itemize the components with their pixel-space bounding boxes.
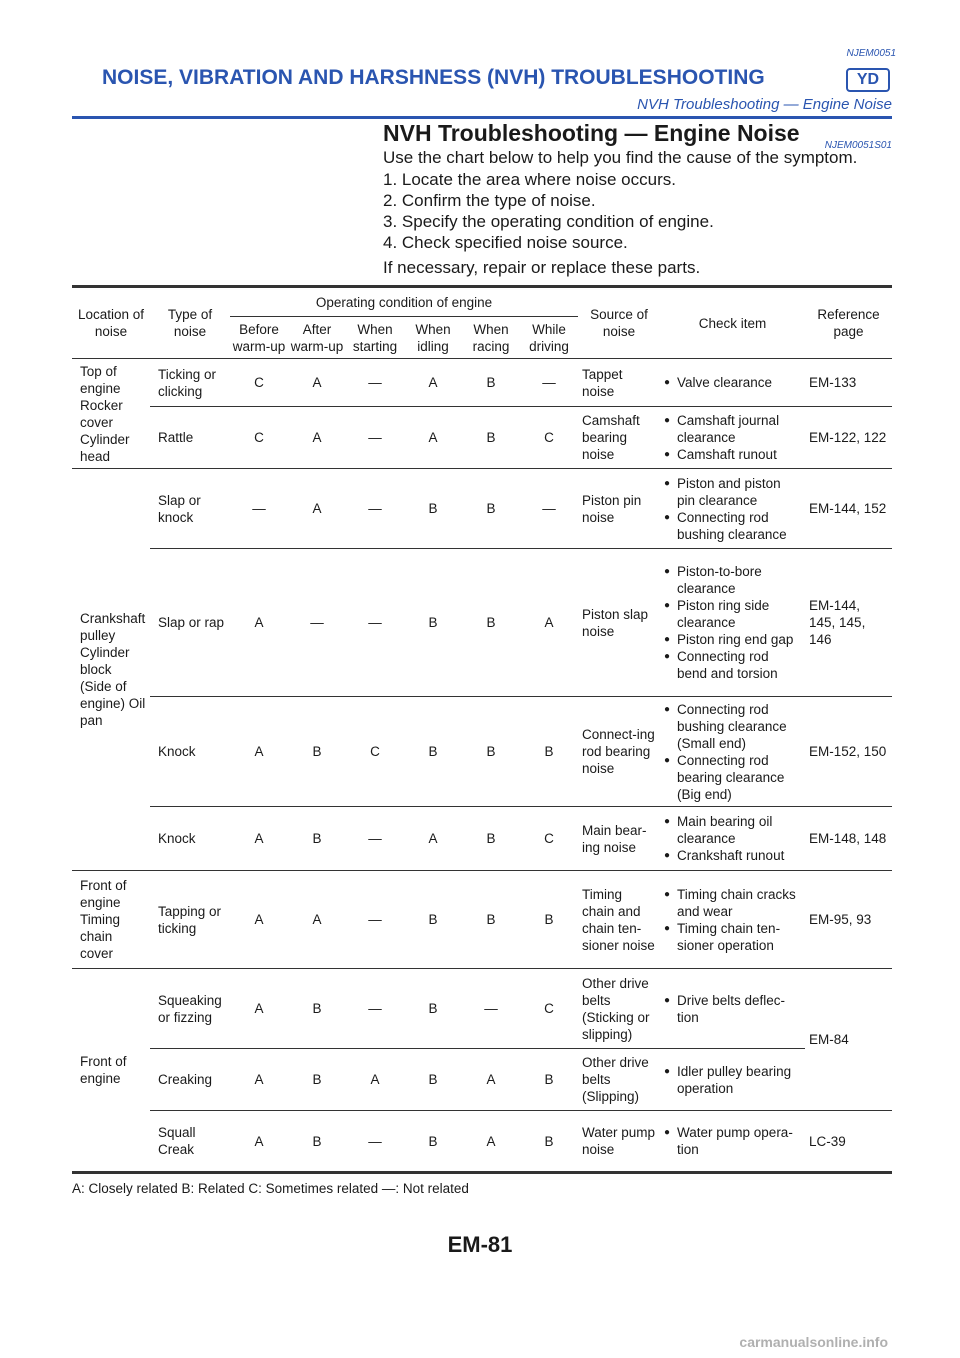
check-item: ● Drive belts deflec-tion bbox=[664, 992, 801, 1026]
condition-cell: B bbox=[404, 969, 462, 1049]
condition-cell: A bbox=[288, 407, 346, 469]
condition-cell: A bbox=[288, 469, 346, 549]
condition-cell: B bbox=[462, 549, 520, 697]
check-list bbox=[664, 563, 801, 682]
reference-cell: LC-39 bbox=[809, 1133, 846, 1149]
condition-cell: B bbox=[462, 359, 520, 407]
header-title: NOISE, VIBRATION AND HARSHNESS (NVH) TROUBLESHOOTING bbox=[102, 66, 765, 89]
header-rule bbox=[72, 116, 892, 119]
condition-cell: B bbox=[520, 871, 578, 969]
header-while-driving: While driving bbox=[520, 317, 578, 359]
condition-cell: A bbox=[288, 871, 346, 969]
type-cell: Rattle bbox=[150, 407, 230, 469]
condition-cell: B bbox=[312, 1133, 322, 1149]
condition-cell: B bbox=[404, 549, 462, 697]
check-cell bbox=[660, 697, 805, 807]
check-list bbox=[664, 475, 801, 543]
condition-cell: A bbox=[486, 1133, 496, 1149]
source-cell: Other drive belts (Slipping) bbox=[578, 1049, 660, 1111]
condition-cell: A bbox=[230, 969, 288, 1049]
reference-cell: EM-95, 93 bbox=[805, 871, 892, 969]
condition-cell: C bbox=[520, 407, 578, 469]
nvh-troubleshooting-table bbox=[72, 285, 892, 1174]
type-cell: Squall Creak bbox=[158, 1125, 196, 1157]
check-cell bbox=[660, 871, 805, 969]
condition-cell: B bbox=[462, 807, 520, 871]
location-cell: Crankshaft pulley Cylinder block (Side of engine) Oil pan bbox=[72, 469, 150, 871]
condition-cell: B bbox=[404, 697, 462, 807]
check-item: ● Piston-to-bore clearance bbox=[664, 563, 801, 597]
condition-cell: — bbox=[346, 871, 404, 969]
page-number: EM-81 bbox=[447, 1232, 513, 1257]
reference-cell: EM-144, 152 bbox=[805, 469, 892, 549]
table-row bbox=[72, 697, 892, 807]
condition-cell: C bbox=[520, 807, 578, 871]
check-item: ● Connecting rod bearing clearance (Big end) bbox=[664, 752, 801, 803]
condition-cell: A bbox=[230, 1049, 288, 1111]
condition-cell: B bbox=[544, 1133, 554, 1149]
table-row bbox=[72, 969, 892, 1049]
check-item: ● Piston and piston pin clearance bbox=[664, 475, 801, 509]
condition-cell: A bbox=[404, 807, 462, 871]
condition-cell: A bbox=[288, 359, 346, 407]
reference-cell: EM-144, 145, 145, 146 bbox=[805, 549, 892, 697]
source-cell: Connect-ing rod bearing noise bbox=[578, 697, 660, 807]
check-list bbox=[664, 1124, 801, 1158]
check-list bbox=[664, 412, 801, 463]
condition-cell: B bbox=[462, 871, 520, 969]
condition-cell: B bbox=[520, 697, 578, 807]
table-row bbox=[72, 407, 892, 469]
source-cell: Water pump noise bbox=[582, 1125, 656, 1157]
header-location: Location of noise bbox=[72, 287, 150, 359]
reference-cell: EM-148, 148 bbox=[805, 807, 892, 871]
check-cell bbox=[660, 549, 805, 697]
check-list bbox=[664, 374, 801, 391]
reference-cell: EM-152, 150 bbox=[805, 697, 892, 807]
section-title: NVH Troubleshooting — Engine Noise bbox=[383, 120, 800, 146]
engine-badge: YD bbox=[846, 68, 890, 92]
step-1: 1. Locate the area where noise occurs. bbox=[383, 170, 676, 189]
check-item: ● Piston ring end gap bbox=[664, 631, 801, 648]
condition-cell: C bbox=[346, 697, 404, 807]
condition-cell: — bbox=[520, 359, 578, 407]
condition-cell: B bbox=[462, 407, 520, 469]
header-when-starting: When starting bbox=[346, 317, 404, 359]
condition-cell: — bbox=[230, 469, 288, 549]
check-list bbox=[664, 813, 801, 864]
location-cell: Top of engine Rocker cover Cylinder head bbox=[72, 359, 150, 469]
condition-cell: C bbox=[230, 407, 288, 469]
check-cell bbox=[660, 807, 805, 871]
check-item: ● Timing chain ten-sioner operation bbox=[664, 920, 801, 954]
check-item: ● Piston ring side clearance bbox=[664, 597, 801, 631]
condition-cell: A bbox=[230, 871, 288, 969]
type-cell: Ticking or clicking bbox=[150, 359, 230, 407]
condition-cell: A bbox=[520, 549, 578, 697]
reference-cell: EM-133 bbox=[805, 359, 892, 407]
table-row bbox=[72, 807, 892, 871]
condition-cell: B bbox=[288, 969, 346, 1049]
location-cell: Front of engine bbox=[72, 969, 150, 1173]
table-row bbox=[72, 871, 892, 969]
check-cell bbox=[660, 1049, 805, 1111]
condition-cell: — bbox=[346, 969, 404, 1049]
header-after-warm-up: After warm-up bbox=[288, 317, 346, 359]
condition-cell: — bbox=[346, 807, 404, 871]
check-item: ● Main bearing oil clearance bbox=[664, 813, 801, 847]
condition-cell: — bbox=[288, 549, 346, 697]
source-cell: Piston pin noise bbox=[578, 469, 660, 549]
header-type: Type of noise bbox=[150, 287, 230, 359]
legend: A: Closely related B: Related C: Sometimes related —: Not related bbox=[72, 1181, 469, 1196]
source-cell: Timing chain and chain ten-sioner noise bbox=[578, 871, 660, 969]
check-cell bbox=[660, 1111, 805, 1173]
condition-cell: — bbox=[520, 469, 578, 549]
header-reference: Reference page bbox=[805, 287, 892, 359]
header-operating-condition: Operating condition of engine bbox=[230, 287, 578, 317]
section-ref-code: NJEM0051S01 bbox=[824, 140, 892, 151]
condition-cell: C bbox=[520, 969, 578, 1049]
condition-cell: A bbox=[230, 807, 288, 871]
header-subtitle: NVH Troubleshooting — Engine Noise bbox=[637, 96, 892, 113]
header-source: Source of noise bbox=[578, 287, 660, 359]
condition-cell: — bbox=[346, 549, 404, 697]
type-cell: Slap or knock bbox=[150, 469, 230, 549]
table-row bbox=[72, 549, 892, 697]
check-item: ● Camshaft runout bbox=[664, 446, 801, 463]
source-cell: Piston slap noise bbox=[578, 549, 660, 697]
condition-cell: B bbox=[404, 1049, 462, 1111]
check-item: ● Water pump opera-tion bbox=[664, 1124, 801, 1158]
condition-cell: B bbox=[404, 871, 462, 969]
step-2: 2. Confirm the type of noise. bbox=[383, 191, 596, 210]
table-row bbox=[72, 359, 892, 407]
condition-cell: B bbox=[520, 1049, 578, 1111]
type-cell: Squeaking or fizzing bbox=[150, 969, 230, 1049]
check-list bbox=[664, 992, 801, 1026]
check-item: ● Connecting rod bend and torsion bbox=[664, 648, 801, 682]
check-cell bbox=[660, 407, 805, 469]
condition-cell: A bbox=[346, 1049, 404, 1111]
condition-cell: A bbox=[404, 359, 462, 407]
condition-cell: B bbox=[462, 697, 520, 807]
table-row bbox=[72, 1111, 892, 1173]
type-cell: Knock bbox=[150, 807, 230, 871]
type-cell: Slap or rap bbox=[150, 549, 230, 697]
condition-cell: — bbox=[346, 407, 404, 469]
condition-cell: C bbox=[230, 359, 288, 407]
location-cell: Front of engine Timing chain cover bbox=[72, 871, 150, 969]
check-list bbox=[664, 701, 801, 803]
check-list bbox=[664, 886, 801, 954]
header-check-item: Check item bbox=[660, 287, 805, 359]
check-item: ● Valve clearance bbox=[664, 374, 801, 391]
source-cell: Main bear-ing noise bbox=[578, 807, 660, 871]
intro-sentence: Use the chart below to help you find the cause of the symptom. bbox=[383, 148, 858, 167]
condition-cell: — bbox=[346, 469, 404, 549]
step-4: 4. Check specified noise source. bbox=[383, 233, 628, 252]
condition-cell: A bbox=[254, 1133, 264, 1149]
check-item: ● Crankshaft runout bbox=[664, 847, 801, 864]
check-cell bbox=[660, 969, 805, 1049]
check-cell bbox=[660, 469, 805, 549]
repair-note: If necessary, repair or replace these parts. bbox=[383, 258, 701, 277]
intro-text bbox=[383, 147, 857, 279]
check-list bbox=[664, 1063, 801, 1097]
condition-cell: — bbox=[368, 1133, 382, 1149]
watermark: carmanualsonline.info bbox=[739, 1334, 888, 1350]
condition-cell: B bbox=[288, 1049, 346, 1111]
type-cell: Knock bbox=[150, 697, 230, 807]
check-item: ● Connecting rod bushing clearance (Small end) bbox=[664, 701, 801, 752]
step-3: 3. Specify the operating condition of engine. bbox=[383, 212, 714, 231]
condition-cell: B bbox=[288, 697, 346, 807]
check-item: ● Timing chain cracks and wear bbox=[664, 886, 801, 920]
check-item: ● Connecting rod bushing clearance bbox=[664, 509, 801, 543]
condition-cell: B bbox=[462, 469, 520, 549]
source-cell: Other drive belts (Sticking or slipping) bbox=[578, 969, 660, 1049]
type-cell: Tapping or ticking bbox=[150, 871, 230, 969]
condition-cell: B bbox=[288, 807, 346, 871]
condition-cell: B bbox=[404, 469, 462, 549]
header-when-idling: When idling bbox=[404, 317, 462, 359]
condition-cell: A bbox=[230, 549, 288, 697]
table-row bbox=[72, 1049, 892, 1111]
condition-cell: — bbox=[346, 359, 404, 407]
reference-cell: EM-84 bbox=[805, 969, 892, 1111]
reference-cell: EM-122, 122 bbox=[805, 407, 892, 469]
source-cell: Camshaft bearing noise bbox=[578, 407, 660, 469]
check-cell bbox=[660, 359, 805, 407]
check-item: ● Camshaft journal clearance bbox=[664, 412, 801, 446]
type-cell: Creaking bbox=[150, 1049, 230, 1111]
table-row bbox=[72, 469, 892, 549]
condition-cell: B bbox=[428, 1133, 438, 1149]
condition-cell: A bbox=[404, 407, 462, 469]
source-cell: Tappet noise bbox=[578, 359, 660, 407]
header-before-warm-up: Before warm-up bbox=[230, 317, 288, 359]
condition-cell: — bbox=[462, 969, 520, 1049]
condition-cell: A bbox=[230, 697, 288, 807]
check-item: ● Idler pulley bearing operation bbox=[664, 1063, 801, 1097]
header-ref-code: NJEM0051 bbox=[846, 48, 896, 59]
condition-cell: A bbox=[462, 1049, 520, 1111]
header-when-racing: When racing bbox=[462, 317, 520, 359]
